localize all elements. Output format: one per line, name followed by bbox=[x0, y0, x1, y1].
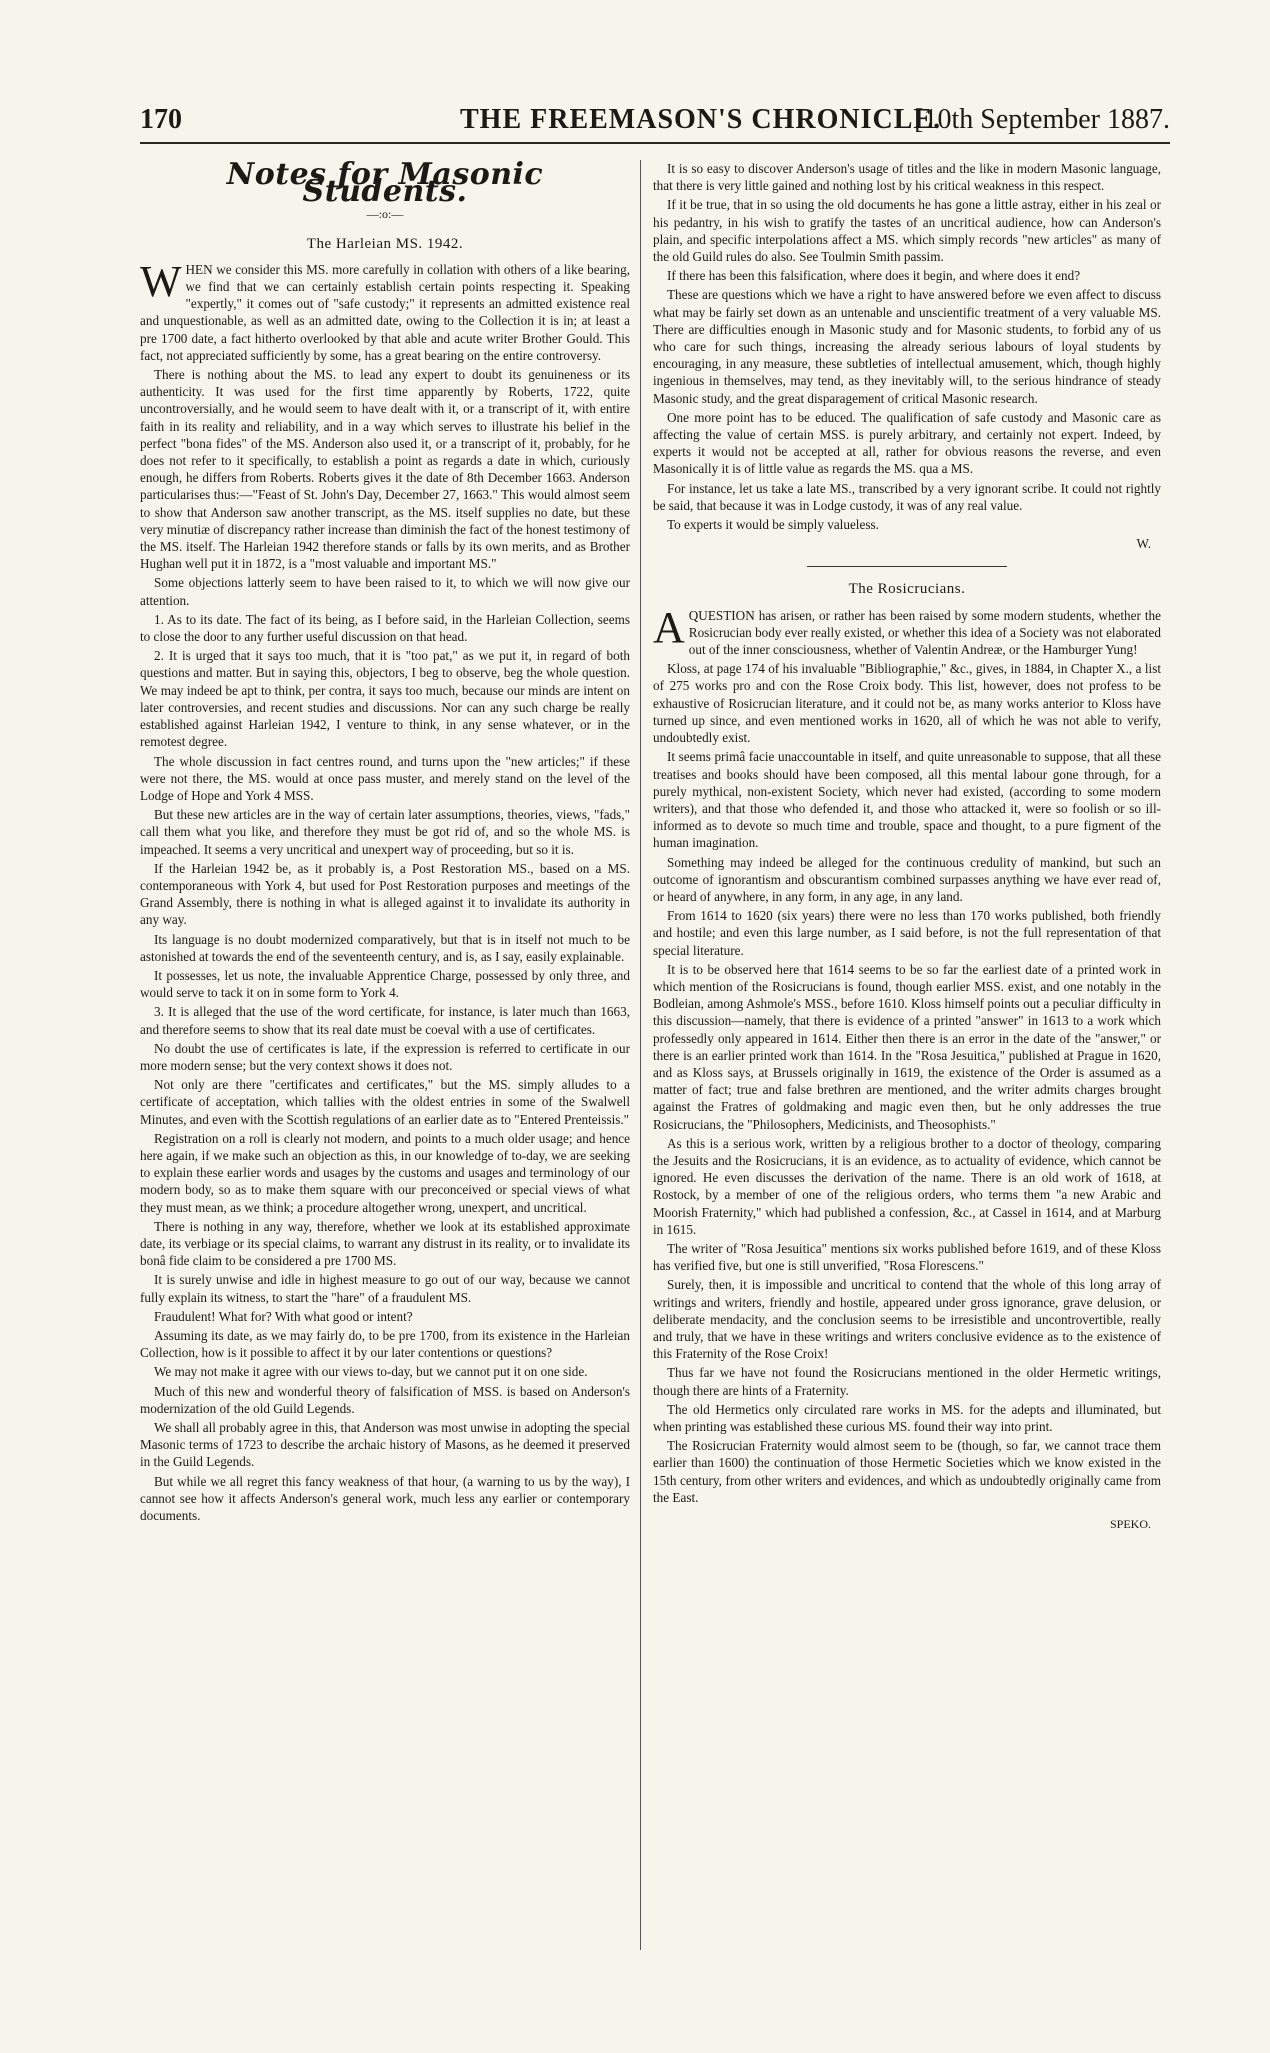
article-paragraph: But these new articles are in the way of certain later assumptions, theories, views, "fads," call them what you like, and therefore they must be got rid of, and so the whole MS. is impeached. It seems a very uncritical and unexpert way of proceeding, but so it is. bbox=[140, 807, 630, 857]
article-paragraph: 3. It is alleged that the use of the word certificate, for instance, is later much than 1663, and therefore seems to show that its real date must be coeval with a use of certificates. bbox=[140, 1004, 630, 1037]
article-paragraph: No doubt the use of certificates is late, if the expression is referred to certificate in our more modern sense; but the very context shows it does not. bbox=[140, 1040, 630, 1073]
article-paragraph: The whole discussion in fact centres round, and turns upon the "new articles;" if these were not there, the MS. would at once pass muster, and merely stand on the level of the Lodge of Hope and York 4 MSS. bbox=[140, 753, 630, 803]
article-paragraph: There is nothing about the MS. to lead any expert to doubt its genuineness or its authenticity. It was used for the first time apparently by Roberts, 1722, quite uncontroversially, and he would seem to have dealt with it, or a transcript of it, with entire faith in its reality and reliability, and in a way which serves to illustrate his belief in the perfect "bona fides" of the MS. Anderson also used it, or a transcript of it, probably, for he does not refer to it specifically, to establish a point as regards a date in which, curiously enough, he differs from Roberts. Roberts gives it the date of 8th December 1663. Anderson particularises thus:—"Feast of St. John's Day, December 27, 1663." This would almost seem to show that Anderson saw another transcript, as the MS. itself supplies no date, but these very minutiæ of discrepancy rather increase than diminish the fact of the honest testimony of the MS. itself. The Harleian 1942 therefore stands or falls by its own merits, and as Brother Hughan well put it in 1872, is a "most valuable and important MS." bbox=[140, 367, 630, 572]
article-paragraph: 2. It is urged that it says too much, that it is "too pat," as we put it, in regard of both questions and matter. But in saying this, objectors, I beg to observe, beg the whole question. We may indeed be apt to think, per contra, it says too much, because our minds are intent on later controversies, and recent studies and discussions. Nor can any such charge be really established against Harleian 1942, I venture to think, in any sense whatever, or in the remotest degree. bbox=[140, 648, 630, 750]
first-paragraph-text: HEN we consider this MS. more carefully in collation with others of a like bearing, we find that we can certainly establish certain points respecting it. Speaking "expertly," it comes out of "safe custody;" it represents an admitted existence real and unquestionable, as well as an admitted date, owing to the Collection it is in; at least a pre 1700 date, a fact hitherto overlooked by that able and acute writer Brother Gould. This fact, not appreciated sufficiently by some, has a great bearing on the entire controversy. bbox=[140, 261, 630, 363]
page-header bbox=[140, 104, 1170, 144]
article-paragraph: We shall all probably agree in this, that Anderson was most unwise in adopting the special Masonic terms of 1723 to describe the archaic history of Masons, as he deemed it preserved in the Guild Legends. bbox=[140, 1420, 630, 1470]
article-paragraph: If the Harleian 1942 be, as it probably is, a Post Restoration MS., based on a MS. contemporaneous with York 4, but used for Post Restoration purposes and meetings of the Grand Assembly, there is nothing in what is alleged against it to invalidate its authority in any way. bbox=[140, 860, 630, 928]
article-paragraph: It is surely unwise and idle in highest measure to go out of our way, because we cannot fully explain its witness, to start the "hare" of a fraudulent MS. bbox=[140, 1272, 630, 1305]
article-paragraph: As this is a serious work, written by a religious brother to a doctor of theology, comparing the Jesuits and the Rosicrucians, it is an evidence, as to actuality of evidence, which cannot be ignored. He even discusses the derivation of the name. There is an old work of 1618, at Rostock, by a member of one of the religious orders, who terms them "a new Arabic and Moorish Fraternity," which had published a confession, &c., at Cassel in 1614, and at Marburg in 1615. bbox=[653, 1135, 1161, 1237]
article-paragraph: It is to be observed here that 1614 seems to be so far the earliest date of a printed work in which mention of the Rosicrucians is found, though earlier MSS. exist, and one notably in the Bodleian, among Ashmole's MSS., before 1610. Kloss himself points out a peculiar difficulty in this discussion—namely, that there is evidence of a printed "answer" in 1613 to a work which professedly only appeared in 1614. Either then there is an error in the date of the "answer," or there is an earlier printed work than 1614. In the "Rosa Jesuitica," published at Prague in 1620, and as Kloss says, at Brussels originally in 1619, the existence of the Order is assumed as a matter of fact; true and false brethren are mentioned, and the writer admits charges brought against the Fratres of goldmaking and magic even then, but he only addresses the true Rosicrucians, the "Philosophers, Medicinists, and Theosophists." bbox=[653, 961, 1161, 1132]
article-paragraph: The old Hermetics only circulated rare works in MS. for the adepts and illuminated, but when printing was established these curious MS. found their way into print. bbox=[653, 1401, 1161, 1435]
masthead-separator: —:o:— bbox=[366, 207, 404, 222]
drop-cap: W bbox=[140, 256, 182, 306]
article-paragraph: Surely, then, it is impossible and uncritical to contend that the whole of this long array of writings and writers, friendly and hostile, appeared under gross ignorance, grave delusion, or deliberate mendacity, and the conclusion seems to be irresistible and uncontrovertible, really and truly, that we have in these writings and writers conclusive evidence as to the existence of this Fraternity of the Rose Croix! bbox=[653, 1277, 1161, 1362]
section-divider bbox=[807, 566, 1007, 567]
signature-w: W. bbox=[1136, 536, 1151, 552]
article-paragraph: Assuming its date, as we may fairly do, to be pre 1700, from its existence in the Harleian Collection, how is it possible to affect it by our later contentions or questions? bbox=[140, 1328, 630, 1361]
section-title-rosicrucians: The Rosicrucians. bbox=[848, 581, 966, 598]
page-number: 170 bbox=[140, 104, 182, 135]
article-paragraph: If there has been this falsification, where does it begin, and where does it end? bbox=[667, 268, 1081, 284]
first-paragraph-text: QUESTION has arisen, or rather has been raised by some modern students, whether the Rosicrucian body ever really existed, or whether this idea of a Society was not elaborated out of the inner consciousness, whether of Valentin Andreæ, or the Hamburger Yung! bbox=[688, 607, 1161, 658]
article-paragraph: It seems primâ facie unaccountable in itself, and quite unreasonable to suppose, that all these treatises and books should have been composed, all this mental labour gone through, for a purely mythical, non-existent Society, which never had existed, (according to some modern writers), and that those who defended it, and those who attacked it, were so foolish or so ill-informed as to devote so much time and trouble, space and thought, to a pure figment of the human imagination. bbox=[653, 749, 1161, 851]
article-paragraph bbox=[653, 602, 1161, 659]
section-title-harleian: The Harleian MS. 1942. bbox=[306, 235, 464, 252]
signature-speko: SPEKO. bbox=[1109, 1517, 1151, 1532]
right-paragraphs-b bbox=[653, 660, 1161, 1506]
article-paragraph: Some objections latterly seem to have been raised to it, to which we will now give our attention. bbox=[140, 575, 630, 608]
article-paragraph: These are questions which we have a right to have answered before we even affect to discuss what may be fairly set down as an untenable and unscientific treatment of a very valuable MS. There are difficulties enough in Masonic study and for Masonic students, to forbid any of us who care for such things, increasing the already serious labours of loyal students by encouraging, in any measure, these subtleties of intellectual amusement, which, though highly ingenious in themselves, may tend, as they inevitably will, to the serious hindrance of steady Masonic study, and the great disparagement of critical Masonic research. bbox=[653, 287, 1161, 406]
article-paragraph: If it be true, that in so using the old documents he has gone a little astray, either in his zeal or his pedantry, in his wish to gratify the tastes of an uncritical audience, how can Anderson's plain, and specific interpolations affect a MS. which simply records "new articles" as many of the old Guild rules do also. See Toulmin Smith passim. bbox=[653, 197, 1161, 265]
right-column bbox=[640, 160, 1161, 1950]
article-paragraph: From 1614 to 1620 (six years) there were no less than 170 works published, both friendly and hostile; and even this large number, as I said before, is not the full representation of that special literature. bbox=[653, 908, 1161, 958]
article-paragraph: Something may indeed be alleged for the continuous credulity of mankind, but such an outcome of ignorantism and obscurantism combined surpasses anything we have ever read of, or heard of anywhere, in any form, in any age, in any land. bbox=[653, 854, 1161, 904]
article-paragraph: Registration on a roll is clearly not modern, and points to a much older usage; and hence here again, if we make such an objection as this, in our knowledge of to-day, we are seeking to explain these earlier words and usages by the customs and usages and terminology of our modern body, so as to make them square with our preconceived or special views of what they must mean, as we think; a procedure altogether wrong, unexpert, and uncritical. bbox=[140, 1130, 630, 1215]
column-masthead: Notes for Masonic Students. bbox=[226, 157, 544, 210]
article-paragraph: We may not make it agree with our views to-day, but we cannot put it on one side. bbox=[154, 1364, 588, 1380]
article-paragraph: One more point has to be educed. The qualification of safe custody and Masonic care as affecting the value of certain MSS. is purely arbitrary, and certainly not expert. Indeed, by experts it would not be accepted at all, rather for obvious reasons the reverse, and even Masonically it is of little value as regards the MS. qua a MS. bbox=[653, 409, 1161, 477]
article-paragraph: Much of this new and wonderful theory of falsification of MSS. is based on Anderson's modernization of the old Guild Legends. bbox=[140, 1383, 630, 1416]
article-paragraph: 1. As to its date. The fact of its being, as I before said, in the Harleian Collection, seems to close the door to any further useful discussion on that head. bbox=[140, 611, 630, 645]
article-paragraph: But while we all regret this fancy weakness of that hour, (a warning to us by the way), I cannot see how it affects Anderson's general work, much less any earlier or contemporary documents. bbox=[140, 1473, 630, 1524]
article-paragraph: The Rosicrucian Fraternity would almost seem to be (though, so far, we cannot trace them earlier than 1600) the continuation of those Hermetic Societies which we know existed in the 15th century, from other writers and evidences, and which as undoubtedly originally came from the East. bbox=[653, 1438, 1161, 1505]
article-paragraph: It is so easy to discover Anderson's usage of titles and the like in modern Masonic language, that there is very little gained and nothing lost by his critical weakness in this respect. bbox=[653, 161, 1161, 194]
article-paragraph bbox=[140, 256, 630, 364]
issue-date: [10th September 1887. bbox=[914, 104, 1170, 135]
article-paragraph: Kloss, at page 174 of his invaluable "Bibliographie," &c., gives, in 1884, in Chapter X., a list of 275 works pro and con the Rose Croix body. This list, however, does not profess to be exhaustive of Rosicrucian literature, and it could not be, as many works anterior to Kloss have turned up since, and even mentioned works in 1620, all of which he was not able to verify, undoubtedly exist. bbox=[653, 661, 1161, 746]
article-paragraph: There is nothing in any way, therefore, whether we look at its established approximate date, its verbiage or its special claims, to warrant any distrust in its reality, or to invalidate its bonâ fide claim to be considered a pre 1700 MS. bbox=[140, 1218, 630, 1269]
publication-title: THE FREEMASON'S CHRONICLE. bbox=[460, 104, 942, 135]
article-paragraph: To experts it would be simply valueless. bbox=[667, 517, 879, 533]
article-paragraph: Its language is no doubt modernized comparatively, but that is in itself not much to be astonished at towards the end of the seventeenth century, and is, as I say, easily explainable. bbox=[140, 931, 630, 964]
left-column bbox=[140, 157, 630, 1526]
left-paragraphs bbox=[140, 366, 630, 1524]
article-paragraph: Fraudulent! What for? With what good or intent? bbox=[154, 1308, 413, 1324]
right-paragraphs-a bbox=[653, 160, 1161, 533]
article-paragraph: For instance, let us take a late MS., transcribed by a very ignorant scribe. It could not rightly be said, that because it was in Lodge custody, it was of any real value. bbox=[653, 480, 1161, 513]
article-paragraph: It possesses, let us note, the invaluable Apprentice Charge, possessed by only three, and would serve to tack it on in some form to York 4. bbox=[140, 967, 630, 1001]
article-paragraph: The writer of "Rosa Jesuitica" mentions six works published before 1619, and of these Kloss has verified five, but one is still unverified, "Rosa Florescens." bbox=[653, 1240, 1161, 1274]
drop-cap: A bbox=[653, 602, 685, 652]
article-paragraph: Not only are there "certificates and certificates," but the MS. simply alludes to a certificate of acceptation, which tallies with the oldest entries in some of the Swalwell Minutes, and even with the Scottish regulations of an earlier date as to "Entered Prenteissis." bbox=[140, 1077, 630, 1127]
article-paragraph: Thus far we have not found the Rosicrucians mentioned in the older Hermetic writings, though there are hints of a Fraternity. bbox=[653, 1365, 1161, 1398]
